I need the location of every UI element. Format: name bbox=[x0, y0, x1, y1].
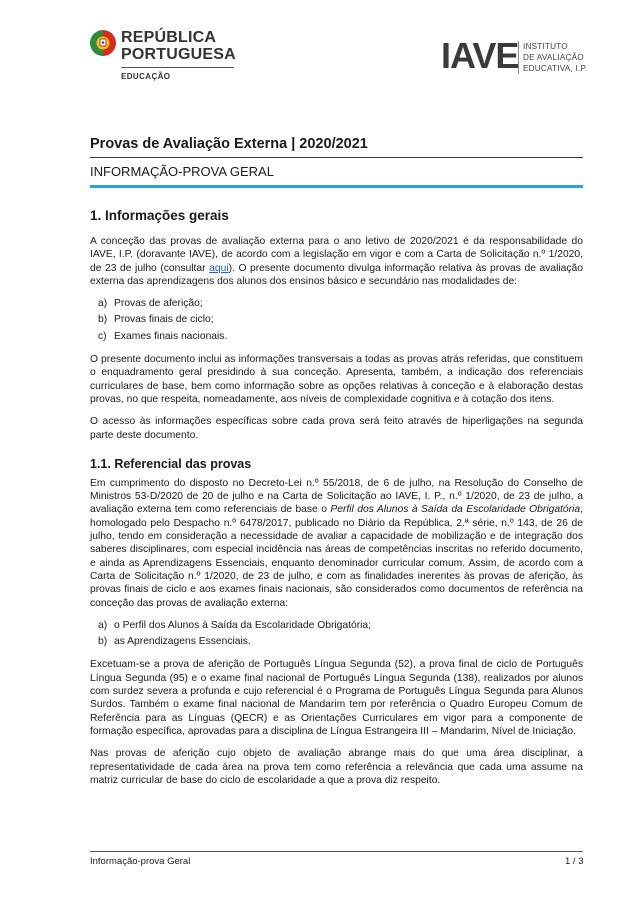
republica-line-1: REPÚBLICA bbox=[121, 29, 217, 46]
footer-divider bbox=[90, 851, 583, 852]
page-number: 1 / 3 bbox=[565, 856, 584, 867]
subtitle-accent-rule bbox=[90, 185, 583, 188]
list-item: a) Provas de aferição; bbox=[98, 298, 203, 310]
republica-line-2: PORTUGUESA bbox=[121, 46, 236, 63]
iave-separator bbox=[518, 41, 519, 74]
paragraph: O acesso às informações específicas sobre cada prova será feito através de hiperligações na segunda parte deste documento. bbox=[90, 416, 583, 441]
iave-sub-line-1: INSTITUTO bbox=[523, 42, 568, 51]
iave-sub-line-3: EDUCATIVA, I.P. bbox=[523, 64, 588, 73]
republica-portuguesa-wordmark bbox=[121, 29, 236, 63]
section-heading-informacoes-gerais: 1. Informações gerais bbox=[90, 208, 229, 223]
iave-institute-name bbox=[523, 41, 587, 74]
iave-logo: IAVE bbox=[441, 35, 519, 76]
paragraph: Nas provas de aferição cujo objeto de avaliação abrange mais do que uma área disciplinar, a representatividade de cada área na prova tem como referência a relevância que cada uma assume na matriz curricular de base do ciclo de escolaridade a que a prova diz respeito. bbox=[90, 748, 583, 786]
footer-document-name: Informação-prova Geral bbox=[90, 856, 191, 867]
list-item: b) as Aprendizagens Essenciais. bbox=[98, 636, 251, 648]
paragraph: A conceção das provas de avaliação externa para o ano letivo de 2020/2021 é da responsabilidade do IAVE, I.P. (doravante IAVE), de acordo com a legislação em vigor e com a Carta de Solicitação n.º 1/2020, de 23 de julho (consultar aqui). O presente documento divulga informação relativa às provas de avaliação externa das aprendizagens dos alunos dos ensinos básico e secundário nas modalidades de: bbox=[90, 236, 583, 287]
republica-portuguesa-emblem-icon bbox=[90, 29, 116, 57]
document-subtitle: INFORMAÇÃO-PROVA GERAL bbox=[90, 164, 274, 179]
title-divider bbox=[90, 157, 583, 158]
list-item: b) Provas finais de ciclo; bbox=[98, 314, 214, 326]
consult-link[interactable]: aqui bbox=[209, 262, 229, 274]
paragraph: Em cumprimento do disposto no Decreto-Lei n.º 55/2018, de 6 de julho, na Resolução do Conselho de Ministros 53-D/2020 de 20 de julho e na Carta de Solicitação ao IAVE, I. P., n.º 1/2020, de 23 de julho, a avaliação externa tem como referenciais de base o Perfil dos Alunos à Saída da Escolaridade Obrigatória, homologado pelo Despacho n.º 6478/2017, publicado no Diário da República, 2.ª série, n.º 143, de 26 de julho, tendo em consideração a necessidade de avaliar a capacidade de mobilização e de integração dos saberes disciplinares, com especial incidência nas áreas de competências inscritas no referido documento, e ainda as Aprendizagens Essenciais, enquanto denominador curricular comum. Assim, de acordo com a Carta de Solicitação n.º 1/2020, de 23 de julho, e com as finalidades inerentes às provas de aferição, às provas finais de ciclo e aos exames finais nacionais, são considerados como documentos de referência na conceção das provas de avaliação externa: bbox=[90, 477, 583, 609]
educacao-label: EDUCAÇÃO bbox=[121, 72, 171, 81]
modalities-list bbox=[90, 297, 583, 343]
reference-documents-list bbox=[90, 619, 583, 649]
iave-sub-line-2: DE AVALIAÇÃO bbox=[523, 53, 584, 62]
list-item: a) o Perfil dos Alunos à Saída da Escolaridade Obrigatória; bbox=[98, 619, 372, 631]
list-item: c) Exames finais nacionais. bbox=[98, 330, 228, 342]
document-title: Provas de Avaliação Externa | 2020/2021 bbox=[90, 136, 368, 152]
republica-divider bbox=[121, 67, 234, 68]
section-heading-referencial-das-provas: 1.1. Referencial das provas bbox=[90, 456, 252, 471]
paragraph: Excetuam-se a prova de aferição de Português Língua Segunda (52), a prova final de ciclo de Português Língua Segunda (95) e o exame final nacional de Português Língua Segunda (138), realizados por alunos com surdez severa a profunda e cujo referencial é o Programa de Português Língua Segunda para Alunos Surdos. Também o exame final nacional de Mandarim tem por referência o Quadro Europeu Comum de Referência para as Línguas (QECR) e as Orientações Curriculares em vigor para a componente de formação específica, aprovadas para a disciplina de Língua Estrangeira III – Mandarim, Nível de Iniciação. bbox=[90, 659, 583, 737]
paragraph: O presente documento inclui as informações transversais a todas as provas atrás referidas, que constituem o enquadramento geral presidindo à sua conceção. Apresenta, também, a indicação dos referenciais curriculares de base, bem como informação sobre as opções relativas à conceção e à elaboração destas provas, no que respeita, nomeadamente, aos níveis de complexidade cognitiva e à cotação dos itens. bbox=[90, 354, 583, 405]
document-body bbox=[90, 207, 583, 796]
